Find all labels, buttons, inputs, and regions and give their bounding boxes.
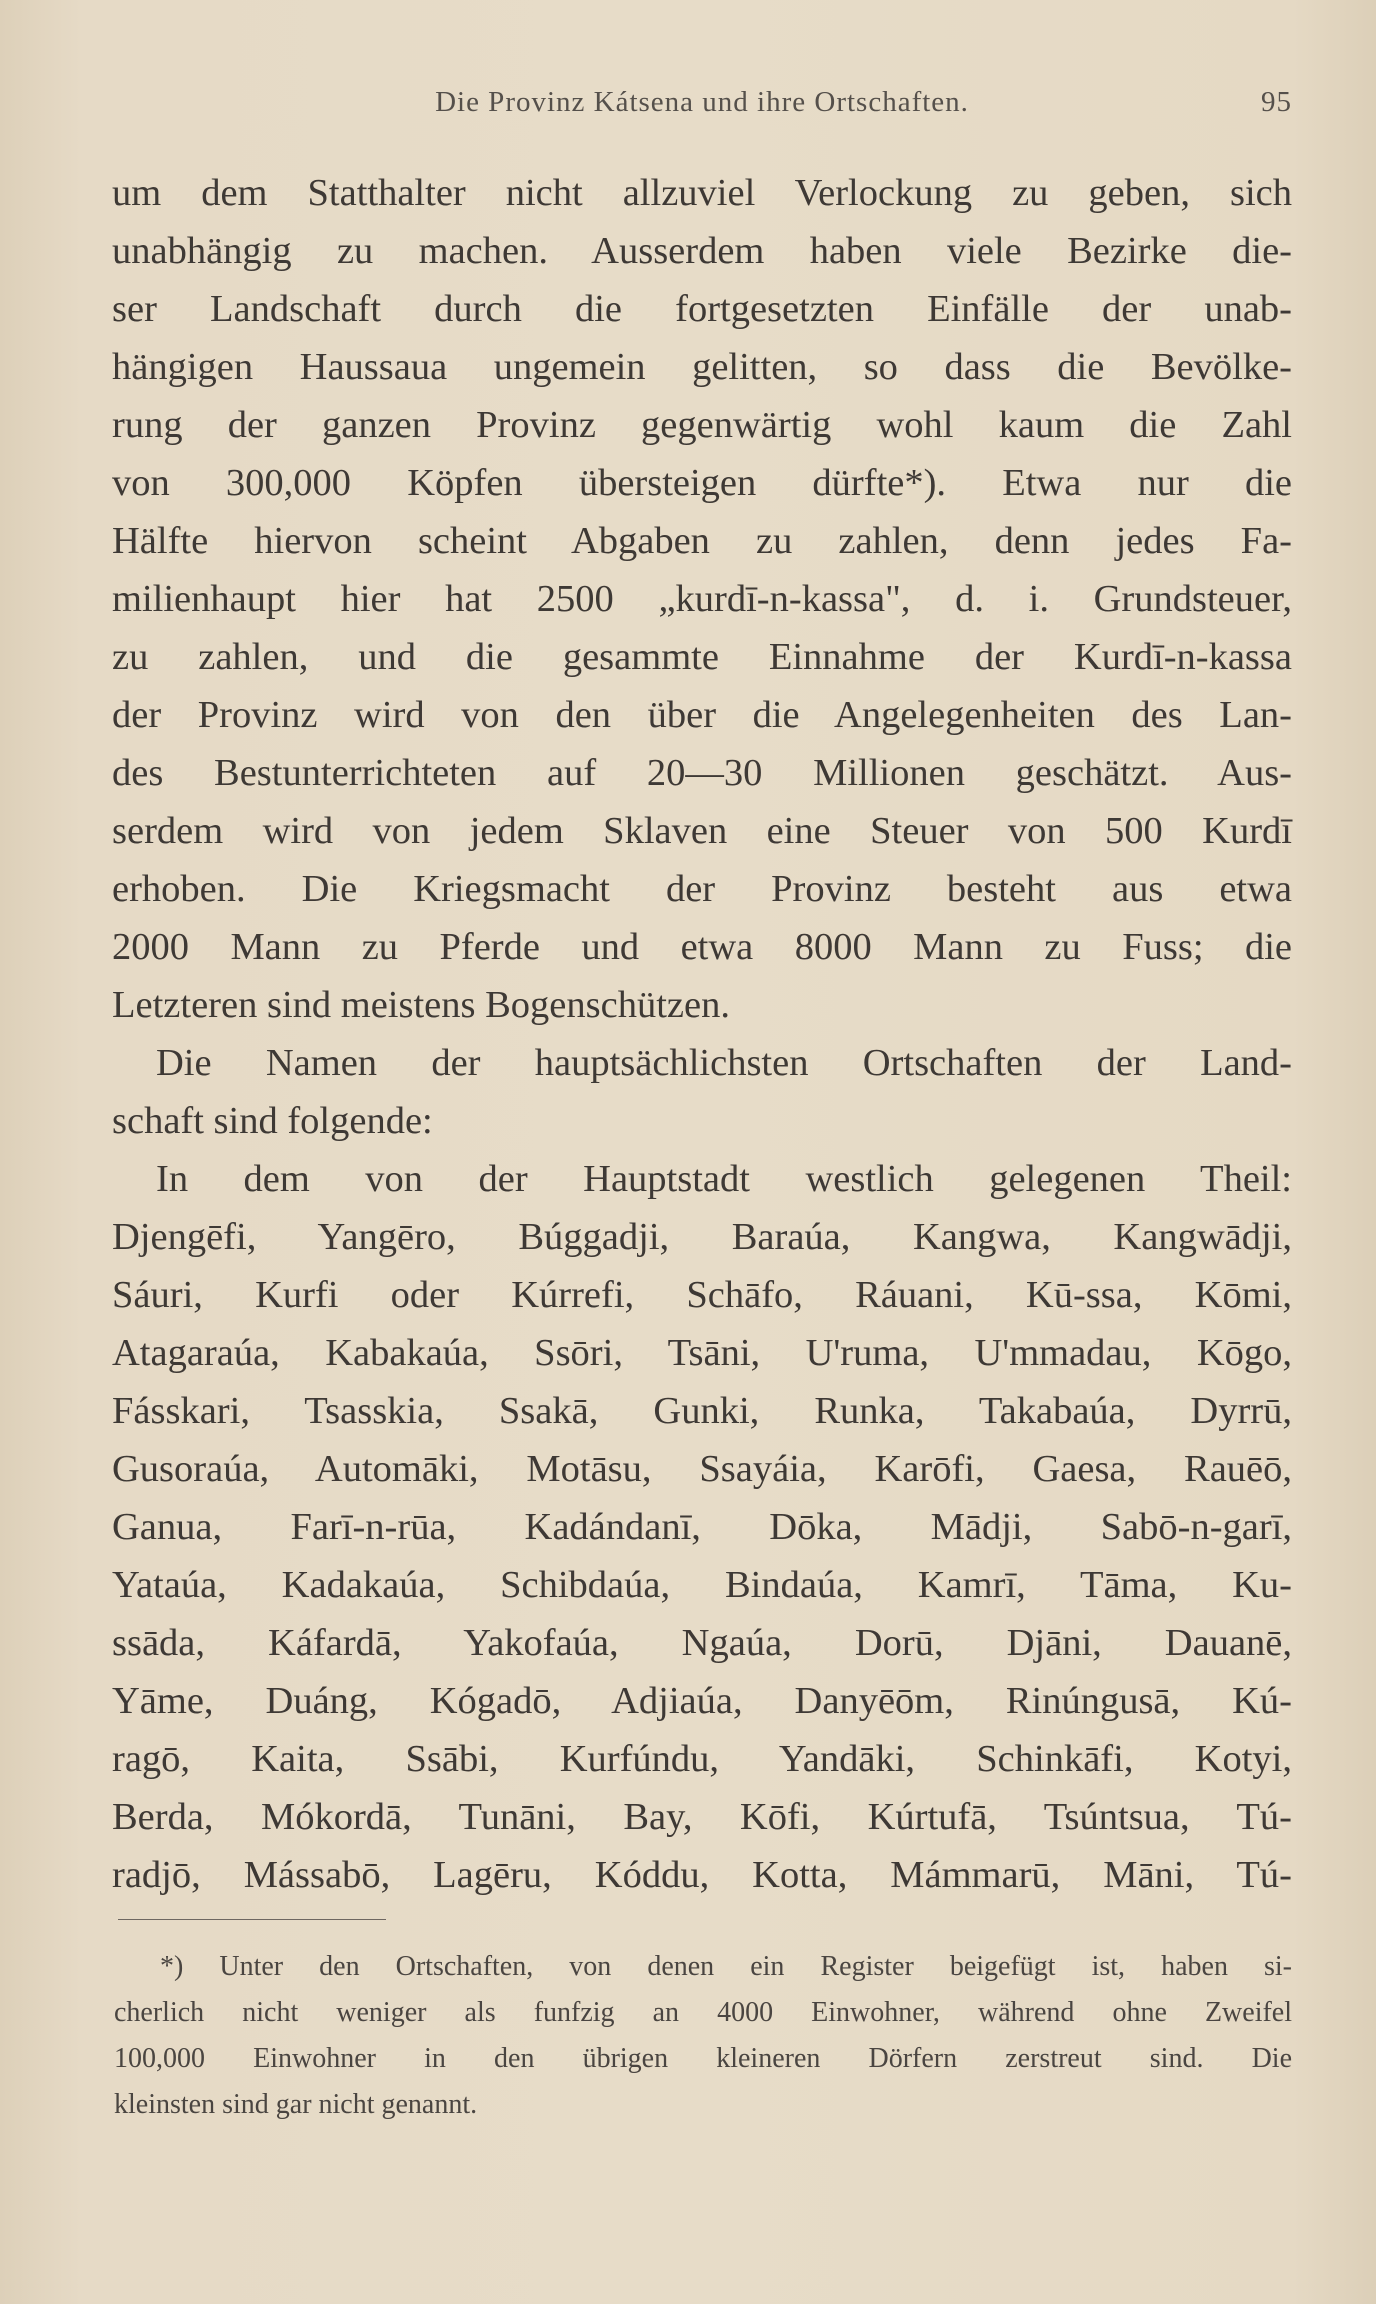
text-line: unabhängig zu machen. Ausserdem haben viele Bezirke die- [112, 230, 1292, 272]
text-line: rung der ganzen Provinz gegenwärtig wohl kaum die Zahl [112, 404, 1292, 446]
text-line: des Bestunterrichteten auf 20—30 Millionen geschätzt. Aus- [112, 752, 1292, 794]
text-line: von 300,000 Köpfen übersteigen dürfte*). Etwa nur die [112, 462, 1292, 504]
text-line: erhoben. Die Kriegsmacht der Provinz besteht aus etwa [112, 868, 1292, 910]
footnote-divider [118, 1919, 386, 1920]
text-line: Yataúa, Kadakaúa, Schibdaúa, Bindaúa, Kamrī, Tāma, Ku- [112, 1564, 1292, 1606]
text-line: zu zahlen, und die gesammte Einnahme der Kurdī-n-kassa [112, 636, 1292, 678]
text-line: um dem Statthalter nicht allzuviel Verlockung zu geben, sich [112, 172, 1292, 214]
text-line: In dem von der Hauptstadt westlich gelegenen Theil: [156, 1158, 1292, 1200]
footnote-line: kleinsten sind gar nicht genannt. [114, 2089, 478, 2120]
text-line: ragō, Kaita, Ssābi, Kurfúndu, Yandāki, Schinkāfi, Kotyi, [112, 1738, 1292, 1780]
text-line: ser Landschaft durch die fortgesetzten Einfälle der unab- [112, 288, 1292, 330]
text-line: Die Namen der hauptsächlichsten Ortschaften der Land- [156, 1042, 1292, 1084]
text-line: Hälfte hiervon scheint Abgaben zu zahlen, denn jedes Fa- [112, 520, 1292, 562]
body-text [112, 164, 1292, 1904]
text-line: Atagaraúa, Kabakaúa, Ssōri, Tsāni, U'ruma, U'mmadau, Kōgo, [112, 1332, 1292, 1374]
text-line: Yāme, Duáng, Kógadō, Adjiaúa, Danyēōm, Rinúngusā, Kú- [112, 1680, 1292, 1722]
text-line: Djengēfi, Yangēro, Búggadji, Baraúa, Kangwa, Kangwādji, [112, 1216, 1292, 1258]
running-title: Die Provinz Kátsena und ihre Ortschaften. [435, 86, 969, 118]
text-line: Ganua, Farī-n-rūa, Kadándanī, Dōka, Mādji, Sabō-n-garī, [112, 1506, 1292, 1548]
footnote-line: 100,000 Einwohner in den übrigen kleineren Dörfern zerstreut sind. Die [114, 2043, 1292, 2074]
footnote-line: cherlich nicht weniger als funfzig an 4000 Einwohner, während ohne Zweifel [114, 1997, 1292, 2028]
text-line: Berda, Mókordā, Tunāni, Bay, Kōfi, Kúrtufā, Tsúntsua, Tú- [112, 1796, 1292, 1838]
text-line: milienhaupt hier hat 2500 „kurdī-n-kassa", d. i. Grundsteuer, [112, 578, 1292, 620]
text-line: ssāda, Káfardā, Yakofaúa, Ngaúa, Dorū, Djāni, Dauanē, [112, 1622, 1292, 1664]
running-header [112, 86, 1292, 126]
text-line: der Provinz wird von den über die Angelegenheiten des Lan- [112, 694, 1292, 736]
text-line: Letzteren sind meistens Bogenschützen. [112, 984, 730, 1026]
text-line: Gusoraúa, Automāki, Motāsu, Ssayáia, Karōfi, Gaesa, Rauēō, [112, 1448, 1292, 1490]
text-line: Fásskari, Tsasskia, Ssakā, Gunki, Runka, Takabaúa, Dyrrū, [112, 1390, 1292, 1432]
text-line: 2000 Mann zu Pferde und etwa 8000 Mann zu Fuss; die [112, 926, 1292, 968]
text-line: schaft sind folgende: [112, 1100, 433, 1142]
text-line: radjō, Mássabō, Lagēru, Kóddu, Kotta, Mámmarū, Māni, Tú- [112, 1854, 1292, 1896]
text-line: hängigen Haussaua ungemein gelitten, so dass die Bevölke- [112, 346, 1292, 388]
text-line: serdem wird von jedem Sklaven eine Steuer von 500 Kurdī [112, 810, 1292, 852]
footnote-line: *) Unter den Ortschaften, von denen ein Register beigefügt ist, haben si- [160, 1951, 1292, 1982]
page-number: 95 [1261, 86, 1292, 118]
text-line: Sáuri, Kurfi oder Kúrrefi, Schāfo, Ráuani, Kū-ssa, Kōmi, [112, 1274, 1292, 1316]
footnote [114, 1944, 1292, 2128]
